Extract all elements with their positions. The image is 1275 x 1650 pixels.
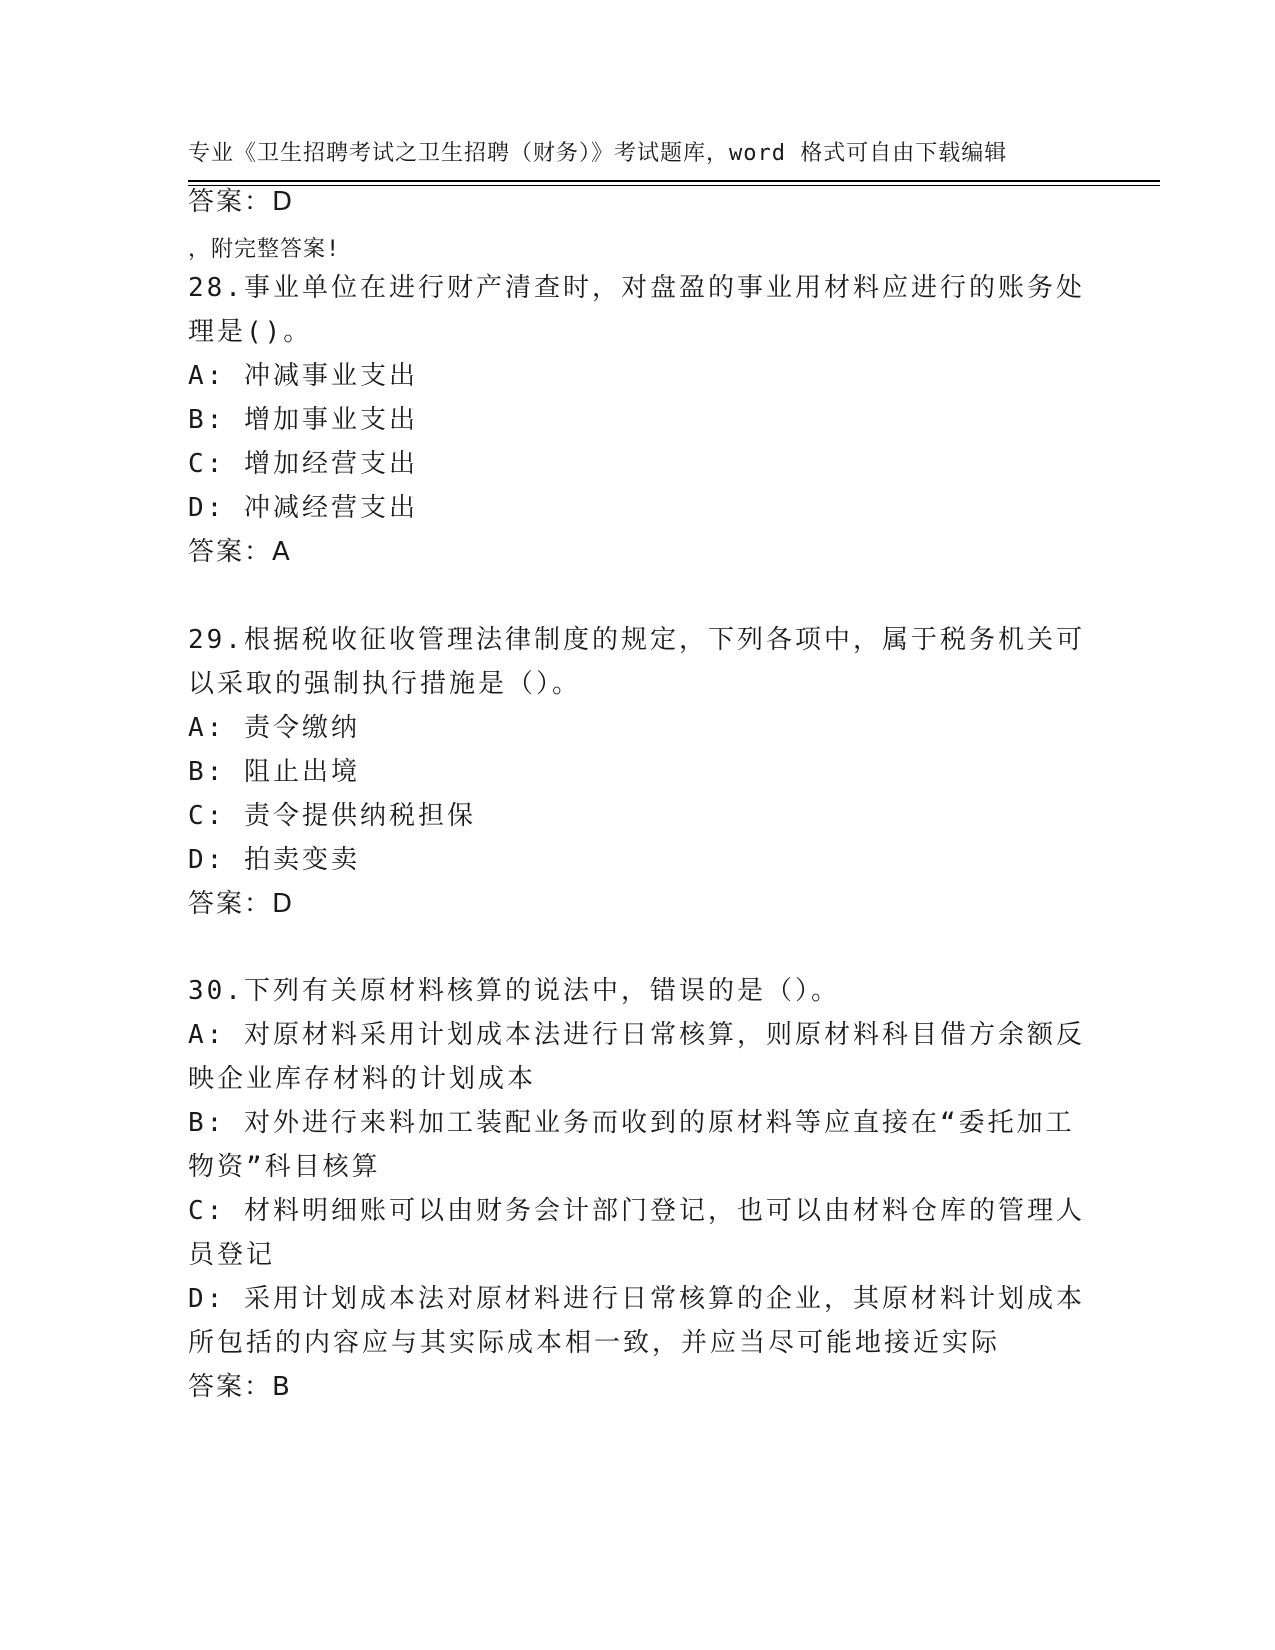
header-divider-thick bbox=[188, 180, 1160, 182]
q30-option-b-line-1: B: 对外进行来料加工装配业务而收到的原材料等应直接在“委托加工 bbox=[188, 1108, 1075, 1138]
q28-option-d: D: 冲减经营支出 bbox=[188, 493, 418, 523]
q30-option-d-line-1: D: 采用计划成本法对原材料进行日常核算的企业，其原材料计划成本 bbox=[188, 1284, 1085, 1314]
header-line-1: 专业《卫生招聘考试之卫生招聘（财务）》考试题库，word 格式可自由下载编辑 bbox=[188, 141, 1008, 166]
q29-option-b: B: 阻止出境 bbox=[188, 757, 360, 787]
q29-option-a: A: 责令缴纳 bbox=[188, 713, 360, 743]
q29-option-d: D: 拍卖变卖 bbox=[188, 845, 360, 875]
q30-option-c-line-2: 员登记 bbox=[188, 1240, 276, 1270]
q28-stem-line-2: 理是()。 bbox=[188, 317, 313, 347]
q29-stem-line-1: 29.根据税收征收管理法律制度的规定，下列各项中，属于税务机关可 bbox=[188, 625, 1085, 655]
q28-option-a: A: 冲减事业支出 bbox=[188, 361, 418, 391]
q30-option-a-line-2: 映企业库存材料的计划成本 bbox=[188, 1064, 537, 1094]
q29-option-c: C: 责令提供纳税担保 bbox=[188, 801, 476, 831]
q29-stem-line-2: 以采取的强制执行措施是（）。 bbox=[188, 669, 582, 699]
q30-answer: 答案：B bbox=[188, 1372, 292, 1402]
header-line-2: ，附完整答案! bbox=[188, 237, 341, 262]
q29-answer: 答案：D bbox=[188, 889, 295, 919]
previous-answer: 答案：D bbox=[188, 187, 295, 217]
q30-option-d-line-2: 所包括的内容应与其实际成本相一致，并应当尽可能地接近实际 bbox=[188, 1328, 1001, 1358]
q28-answer: 答案：A bbox=[188, 537, 292, 567]
q30-stem-line-1: 30.下列有关原材料核算的说法中，错误的是（）。 bbox=[188, 976, 840, 1006]
q28-option-c: C: 增加经营支出 bbox=[188, 449, 418, 479]
document-header bbox=[188, 74, 1088, 298]
q30-option-b-line-2: 物资”科目核算 bbox=[188, 1152, 381, 1182]
q28-option-b: B: 增加事业支出 bbox=[188, 405, 418, 435]
q30-option-a-line-1: A: 对原材料采用计划成本法进行日常核算，则原材料科目借方余额反 bbox=[188, 1020, 1085, 1050]
header-divider-thin bbox=[188, 185, 1160, 186]
q30-option-c-line-1: C: 材料明细账可以由财务会计部门登记，也可以由材料仓库的管理人 bbox=[188, 1196, 1085, 1226]
q28-stem-line-1: 28.事业单位在进行财产清查时，对盘盈的事业用材料应进行的账务处 bbox=[188, 273, 1085, 303]
